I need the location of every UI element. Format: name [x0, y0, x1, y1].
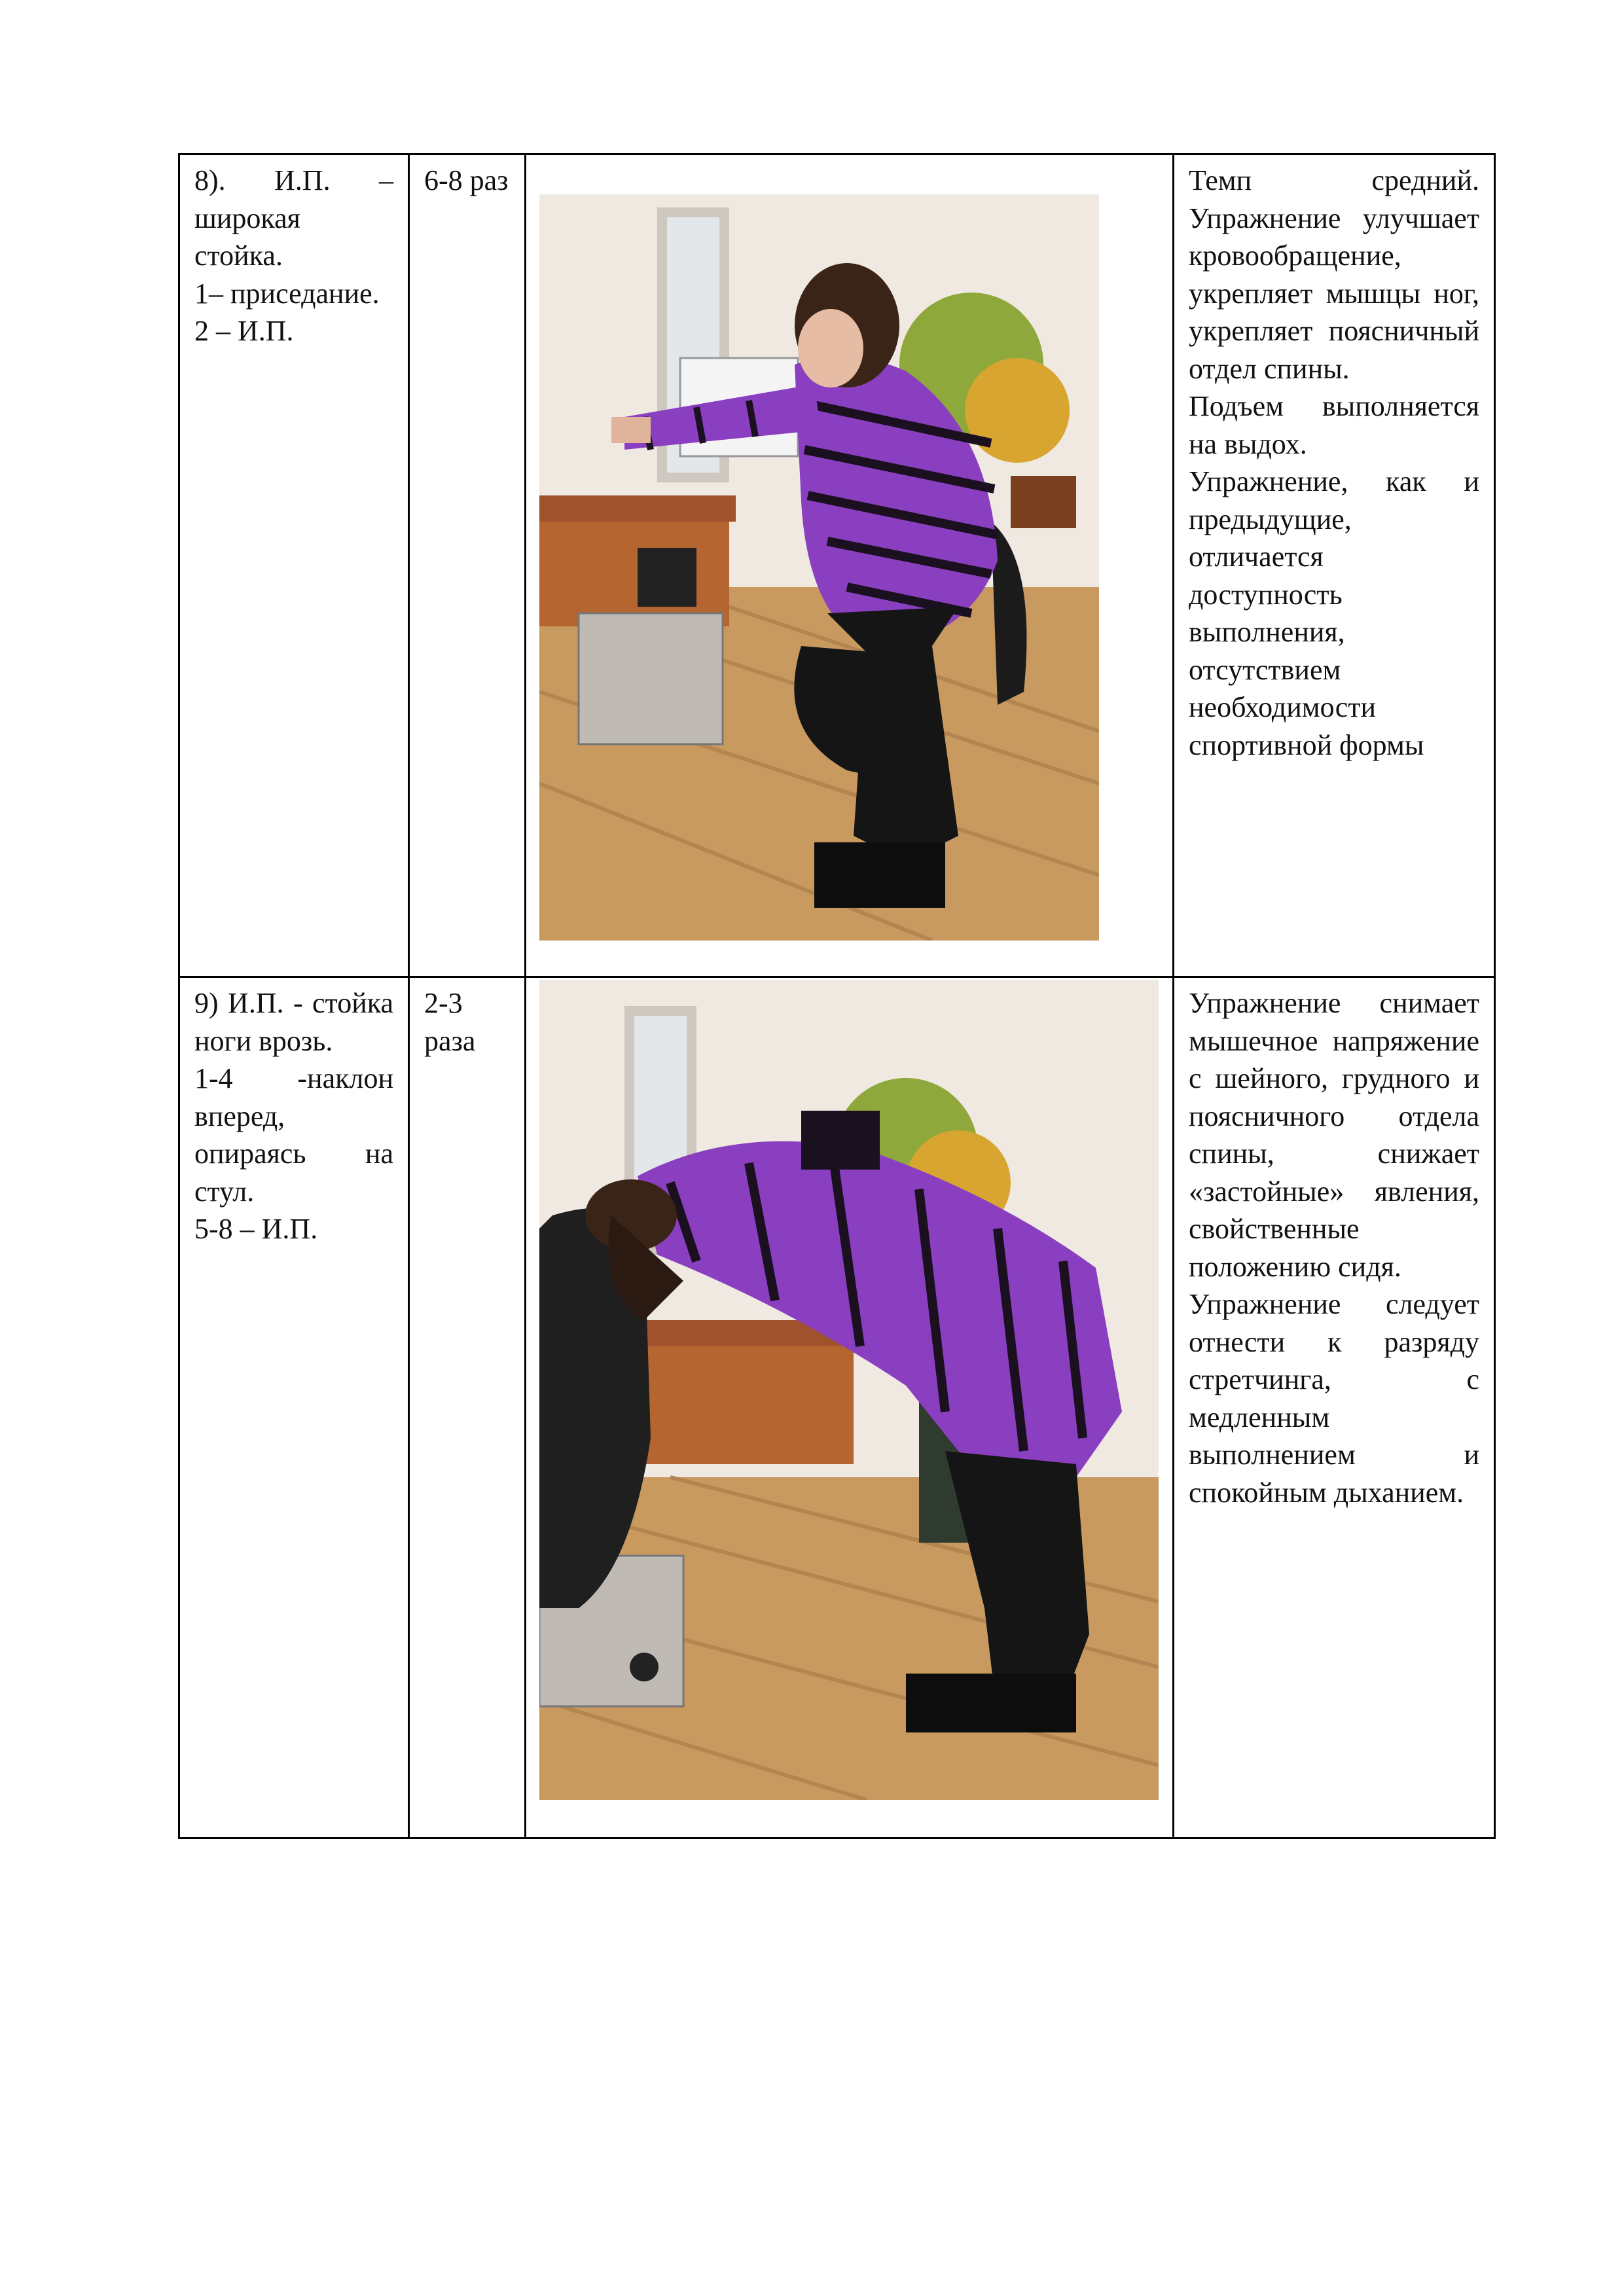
instruction-line: 1– приседание. [194, 277, 380, 310]
photo-cell [526, 154, 1174, 977]
note-paragraph: Упражнение следует отнести к разряду стретчинга, с медленным выполнением и спокойным дыханием. [1189, 1288, 1479, 1509]
exercise-row-9 [179, 977, 1495, 1839]
instruction-line: 2 – И.П. [194, 315, 294, 347]
exercise-table [178, 153, 1496, 1839]
reps-text: 2-3 раза [424, 987, 476, 1057]
photo-cell [526, 977, 1174, 1839]
reps-cell [409, 154, 526, 977]
instruction-cell [179, 154, 409, 977]
person-squat-photo [539, 194, 1099, 941]
note-paragraph: Темп средний. Упражнение улучшает кровообращение, укрепляет мышцы ног, укрепляет поясничный отдел спины. [1189, 164, 1479, 385]
note-paragraph: Упражнение, как и предыдущие, отличается доступность выполнения, отсутствием необходимости спортивной формы [1189, 465, 1479, 761]
reps-text: 6-8 раз [424, 164, 509, 196]
instruction-line: 9) И.П. - стойка ноги врозь. [194, 987, 393, 1057]
instruction-line: 1-4 -наклон вперед, опираясь на стул. [194, 1062, 393, 1208]
exercise-row-8 [179, 154, 1495, 977]
person-forward-bend-photo [539, 980, 1159, 1800]
instruction-cell [179, 977, 409, 1839]
instruction-line: 8). И.П. – широкая стойка. [194, 164, 393, 272]
note-paragraph: Подъем выполняется на выдох. [1189, 390, 1479, 460]
note-paragraph: Упражнение снимает мышечное напряжение с шейного, грудного и поясничного отдела спины, снижает «застойные» явления, свойственные положению сидя. [1189, 987, 1479, 1283]
reps-cell [409, 977, 526, 1839]
instruction-line: 5-8 – И.П. [194, 1213, 318, 1245]
notes-cell [1174, 154, 1495, 977]
notes-cell [1174, 977, 1495, 1839]
